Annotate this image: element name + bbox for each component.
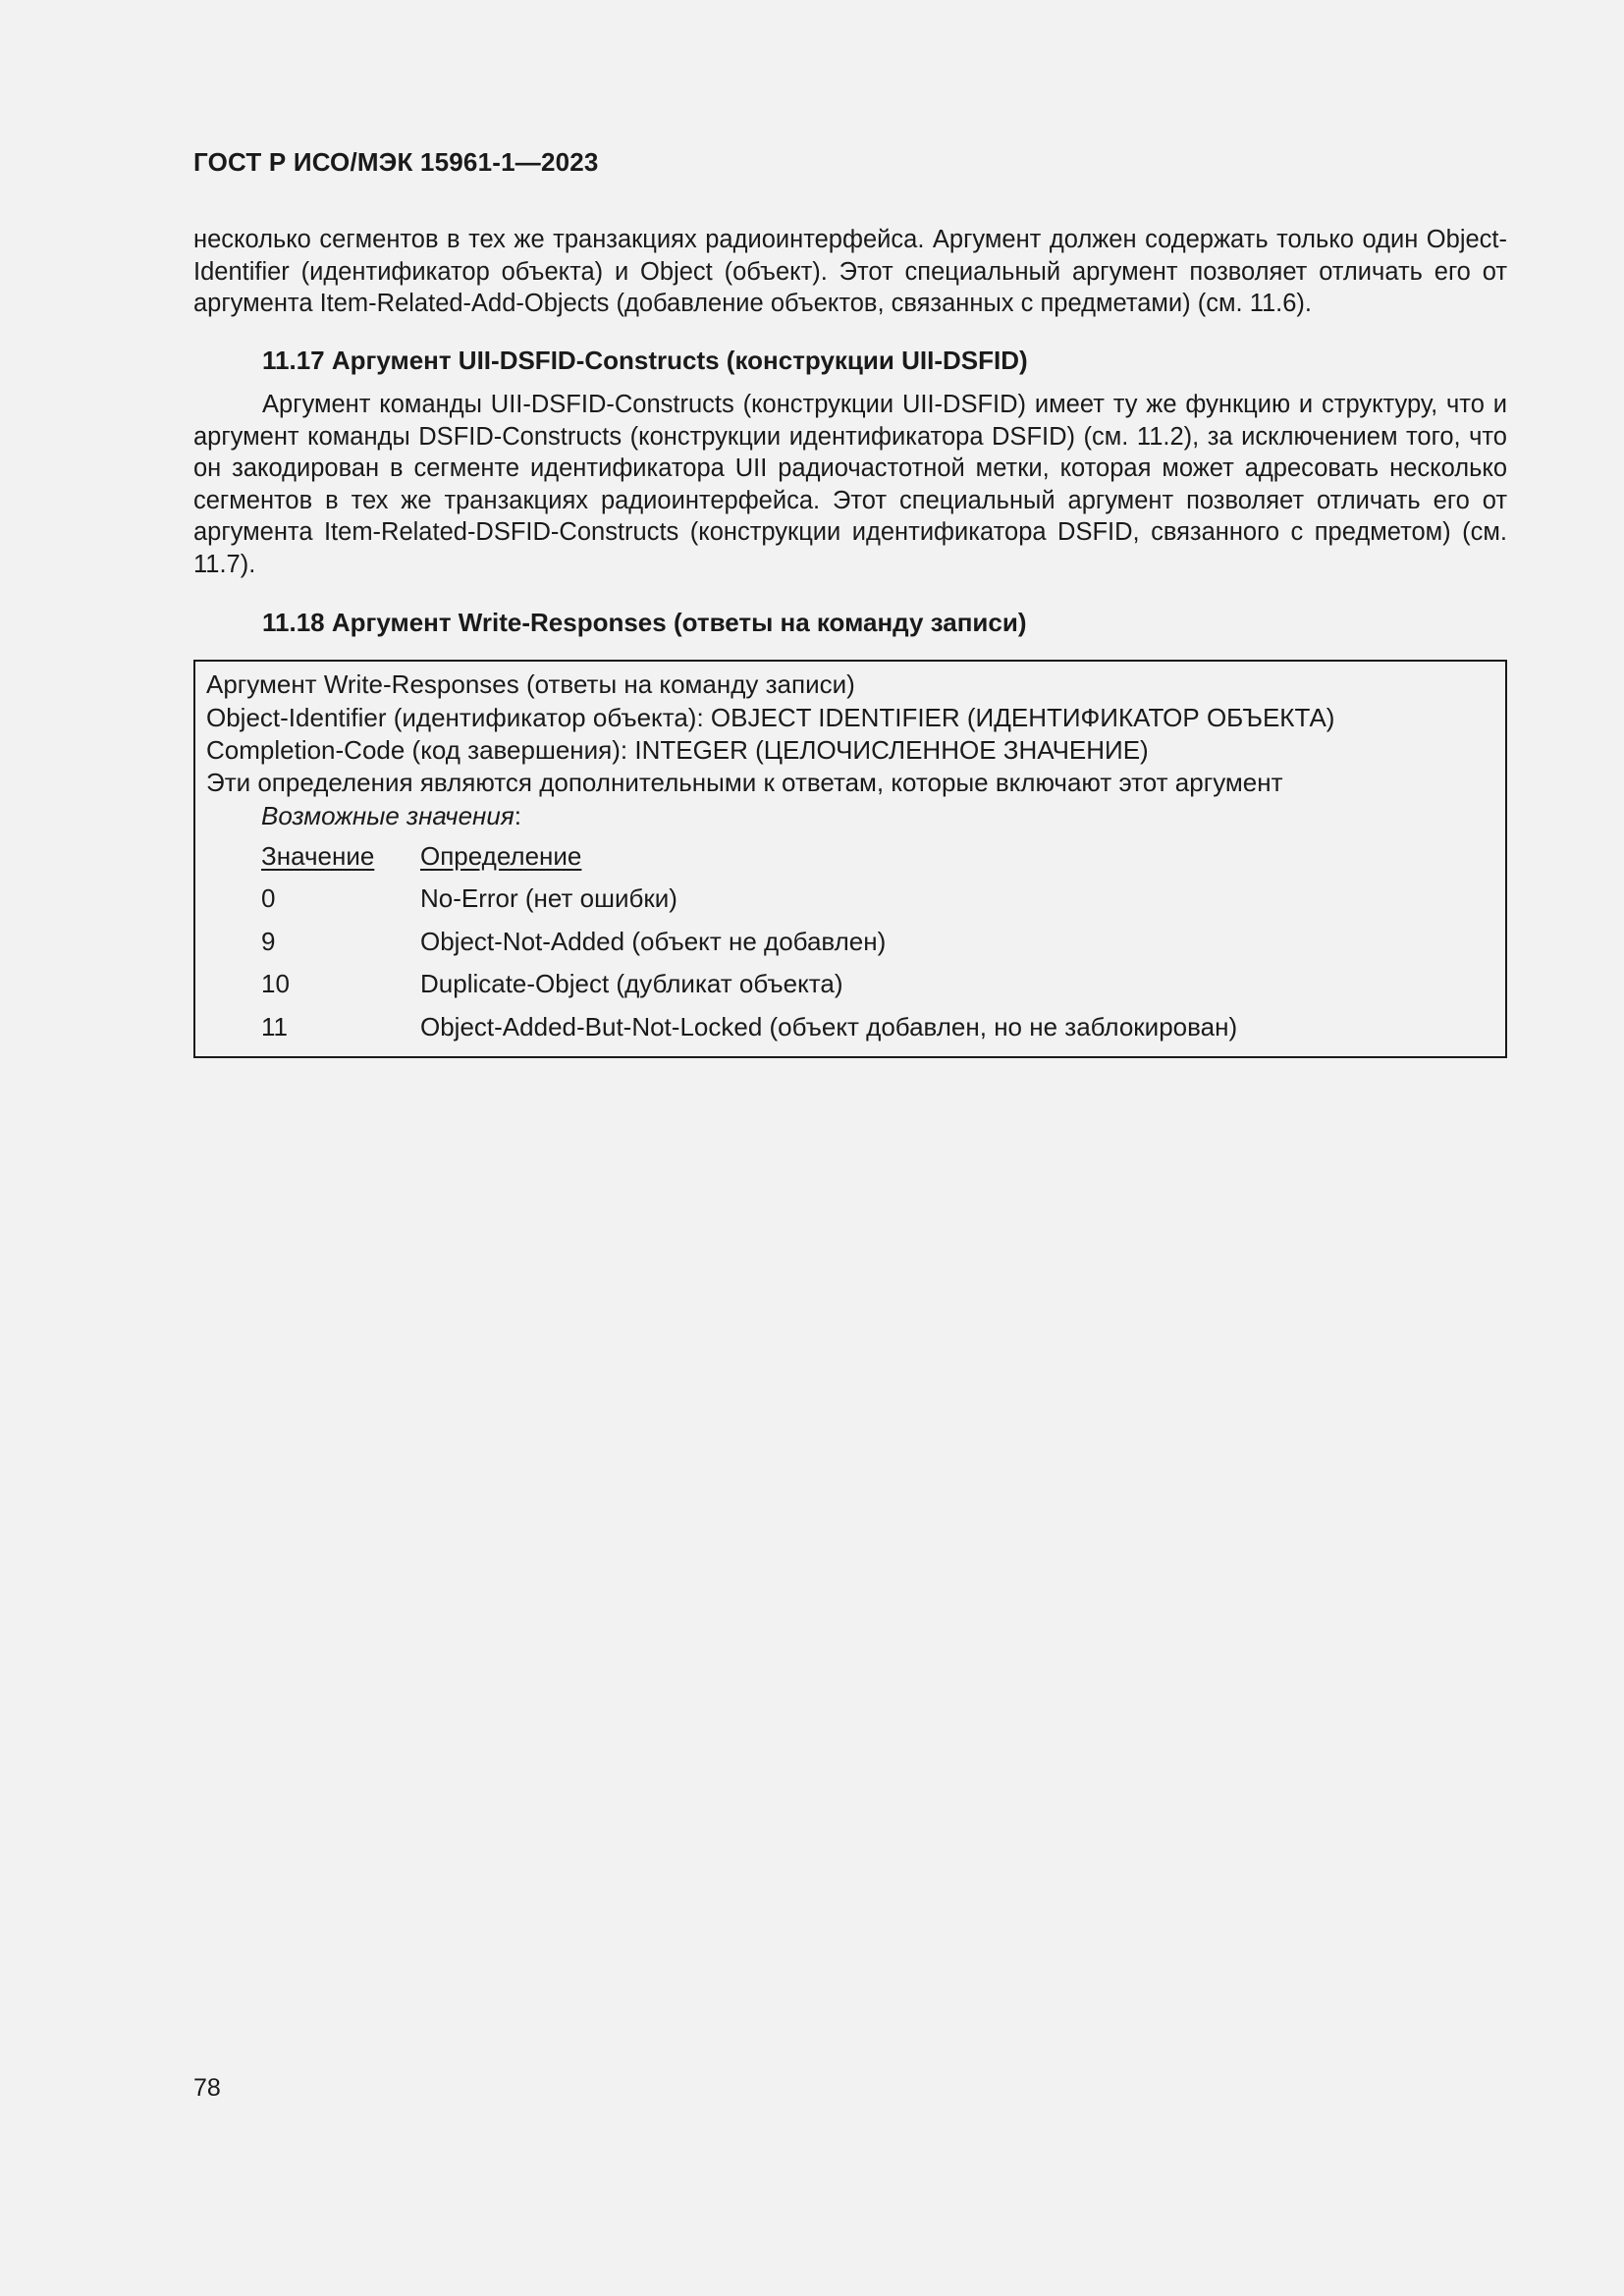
row-definition: Object-Added-But-Not-Locked (объект добавлен, но не заблокирован) bbox=[420, 1012, 1238, 1041]
column-header-definition: Определение bbox=[420, 841, 582, 871]
document-header: ГОСТ Р ИСО/МЭК 15961-1—2023 bbox=[193, 147, 599, 177]
paragraph-uii-dsfid: Аргумент команды UII-DSFID-Constructs (конструкции UII-DSFID) имеет ту же функцию и структуру, что и аргумент команды DSFID-Constructs (конструкции идентификатора DSFID) (см. 11.2), за исключением того, что он закодирован в сегменте идентификатора UII радиочастотной метки, которая может адресовать несколько сегментов в тех же транзакциях радиоинтерфейса. Этот специальный аргумент позволяет отличать его от аргумента Item-Related-DSFID-Constructs (конструкции идентификатора DSFID, связанного с предметом) (см. 11.7). bbox=[193, 391, 1507, 578]
column-header-value: Значение bbox=[261, 841, 375, 871]
row-value: 10 bbox=[261, 969, 290, 998]
section-heading-11-17: 11.17 Аргумент UII-DSFID-Constructs (конструкции UII-DSFID) bbox=[262, 346, 1028, 375]
row-value: 9 bbox=[261, 927, 276, 956]
row-value: 0 bbox=[261, 883, 276, 913]
row-value: 11 bbox=[261, 1012, 288, 1041]
row-definition: Object-Not-Added (объект не добавлен) bbox=[420, 927, 887, 956]
possible-values-colon: : bbox=[514, 801, 521, 830]
possible-values-label bbox=[261, 801, 521, 831]
paragraph-continuation: несколько сегментов в тех же транзакциях радиоинтерфейса. Аргумент должен содержать только один Object-Identifier (идентификатор объекта) и Object (объект). Этот специальный аргумент позволяет отличать его от аргумента Item-Related-Add-Objects (добавление объектов, связанных с предметами) (см. 11.6). bbox=[193, 226, 1507, 317]
box-object-identifier: Object-Identifier (идентификатор объекта): OBJECT IDENTIFIER (ИДЕНТИФИКАТОР ОБЪЕКТА) bbox=[206, 703, 1335, 732]
box-definitions-note: Эти определения являются дополнительными к ответам, которые включают этот аргумент bbox=[206, 768, 1283, 797]
row-definition: No-Error (нет ошибки) bbox=[420, 883, 677, 913]
argument-definition-box bbox=[193, 660, 1507, 1058]
possible-values-text: Возможные значения bbox=[261, 801, 514, 830]
box-completion-code: Completion-Code (код завершения): INTEGER (ЦЕЛОЧИСЛЕННОЕ ЗНАЧЕНИЕ) bbox=[206, 735, 1149, 765]
section-heading-11-18: 11.18 Аргумент Write-Responses (ответы на команду записи) bbox=[262, 608, 1027, 637]
row-definition: Duplicate-Object (дубликат объекта) bbox=[420, 969, 843, 998]
box-argument-name: Аргумент Write-Responses (ответы на команду записи) bbox=[206, 669, 855, 699]
page-number: 78 bbox=[193, 2074, 221, 2102]
